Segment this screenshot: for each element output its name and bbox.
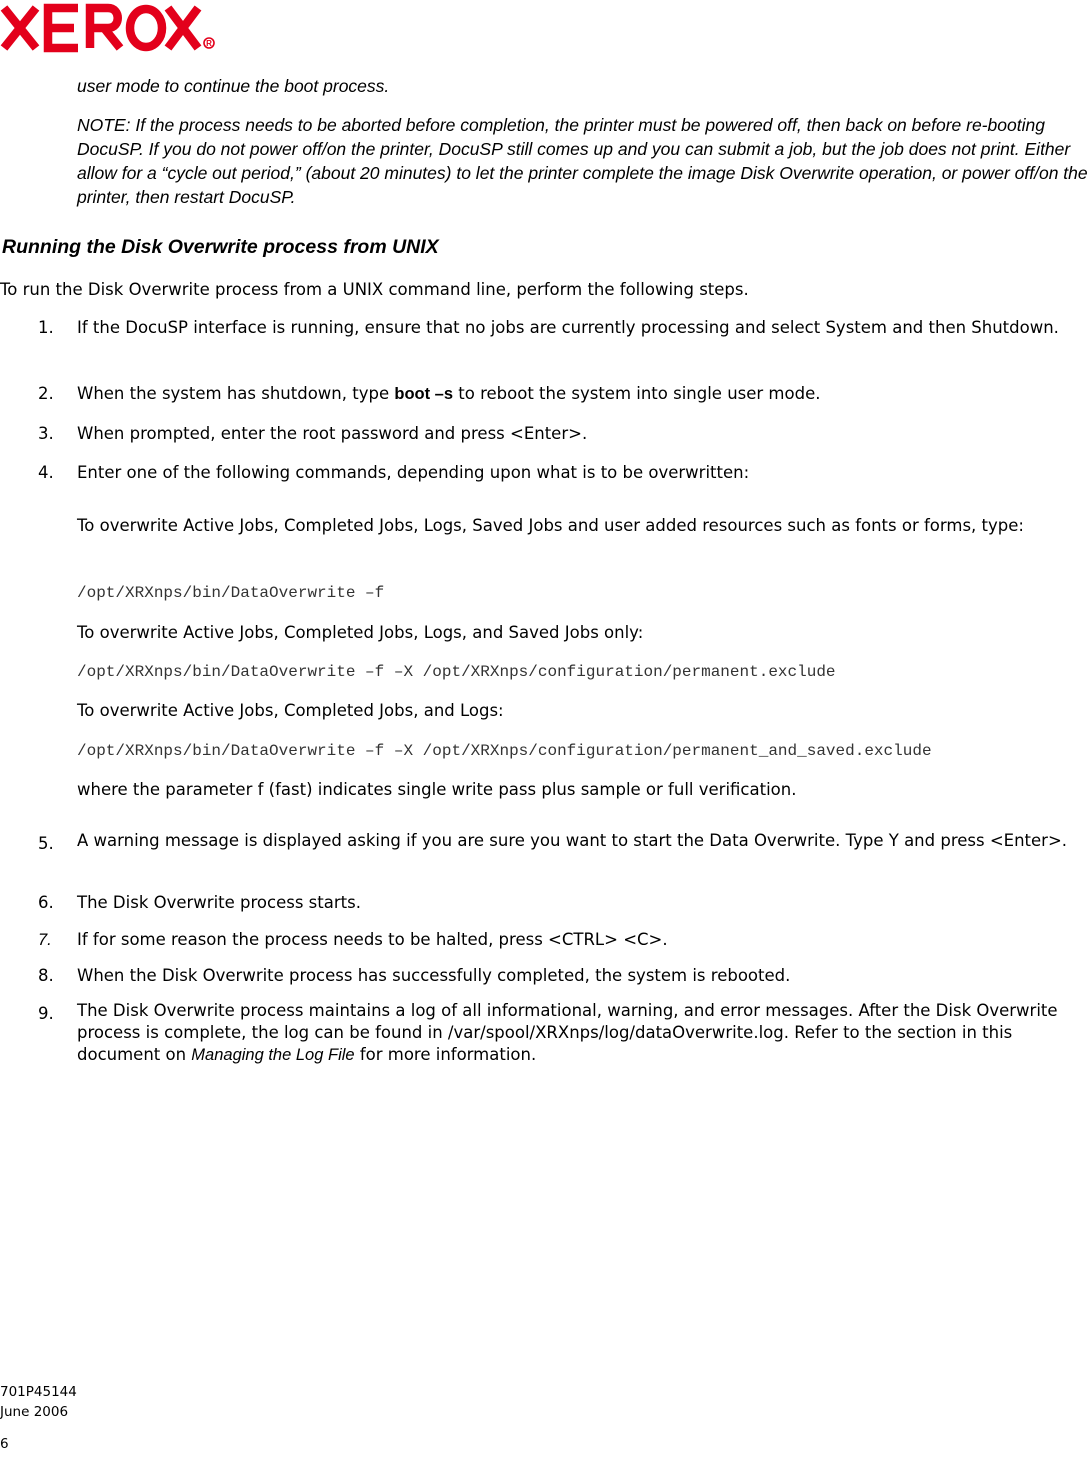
step-number: 6. [38,893,54,912]
command-saved: /opt/XRXnps/bin/DataOverwrite –f –X /opt/XRXnps/configuration/permanent.exclude [77,663,836,681]
parameter-note: where the parameter f (fast) indicates single write pass plus sample or full verification. [77,780,797,799]
page-number: 6 [0,1436,9,1452]
step-number: 8. [38,966,54,985]
xerox-logo [0,0,220,56]
step-number: 4. [38,463,54,482]
step-number: 1. [38,318,54,337]
step-text: A warning message is displayed asking if you are sure you want to start the Data Overwrite. Type Y and press <Enter>. [77,831,1068,850]
command-all: /opt/XRXnps/bin/DataOverwrite –f [77,584,385,602]
abort-note: NOTE: If the process needs to be aborted before completion, the printer must be powered off, then back on before re-booting DocuSP. If you do not power off/on the printer, DocuSP still comes up and you can submit a job, but the job does not print. Either allow for a “cycle out period,” (about 20 minutes) to let the printer complete the image Disk Overwrite operation, or power off/on the printer, then restart DocuSP. [77,115,1088,207]
command-logs-label: To overwrite Active Jobs, Completed Jobs, and Logs: [77,701,504,720]
step-number: 5. [38,834,54,853]
boot-command: boot –s [394,385,454,403]
doc-number: 701P45144 [0,1384,77,1400]
step-text: If for some reason the process needs to be halted, press <CTRL> <C>. [77,930,668,949]
step-number: 2. [38,384,54,403]
continuation-text: user mode to continue the boot process. [77,76,390,96]
step-text: When the system has shutdown, type boot –s to reboot the system into single user mode. [77,384,821,403]
step-text: Enter one of the following commands, depending upon what is to be overwritten: [77,463,750,482]
command-logs: /opt/XRXnps/bin/DataOverwrite –f –X /opt/XRXnps/configuration/permanent_and_saved.exclude [77,742,932,760]
doc-date: June 2006 [0,1404,69,1420]
step-number: 9. [38,1004,54,1023]
step-number: 7. [38,931,52,949]
command-saved-label: To overwrite Active Jobs, Completed Jobs, Logs, and Saved Jobs only: [77,623,644,642]
svg-text:R: R [206,39,212,48]
section-intro: To run the Disk Overwrite process from a UNIX command line, perform the following steps. [0,280,749,299]
log-file-section-reference: Managing the Log File [191,1046,355,1064]
step-text: When prompted, enter the root password and press <Enter>. [77,424,588,443]
command-all-label: To overwrite Active Jobs, Completed Jobs, Logs, Saved Jobs and user added resources such as fonts or forms, type: [77,516,1024,535]
step-text: If the DocuSP interface is running, ensure that no jobs are currently processing and select System and then Shutdown. [77,318,1059,337]
step-number: 3. [38,424,54,443]
step-text: The Disk Overwrite process maintains a log of all informational, warning, and error messages. After the Disk Overwrite process is complete, the log can be found in /var/spool/XRXnps/log/dataOverwrite.log. Refer to the section in this document on Managing the Log File for more information. [77,1001,1058,1064]
step-text: The Disk Overwrite process starts. [77,893,361,912]
step-text: When the Disk Overwrite process has successfully completed, the system is rebooted. [77,966,791,985]
section-heading: Running the Disk Overwrite process from UNIX [2,236,439,258]
